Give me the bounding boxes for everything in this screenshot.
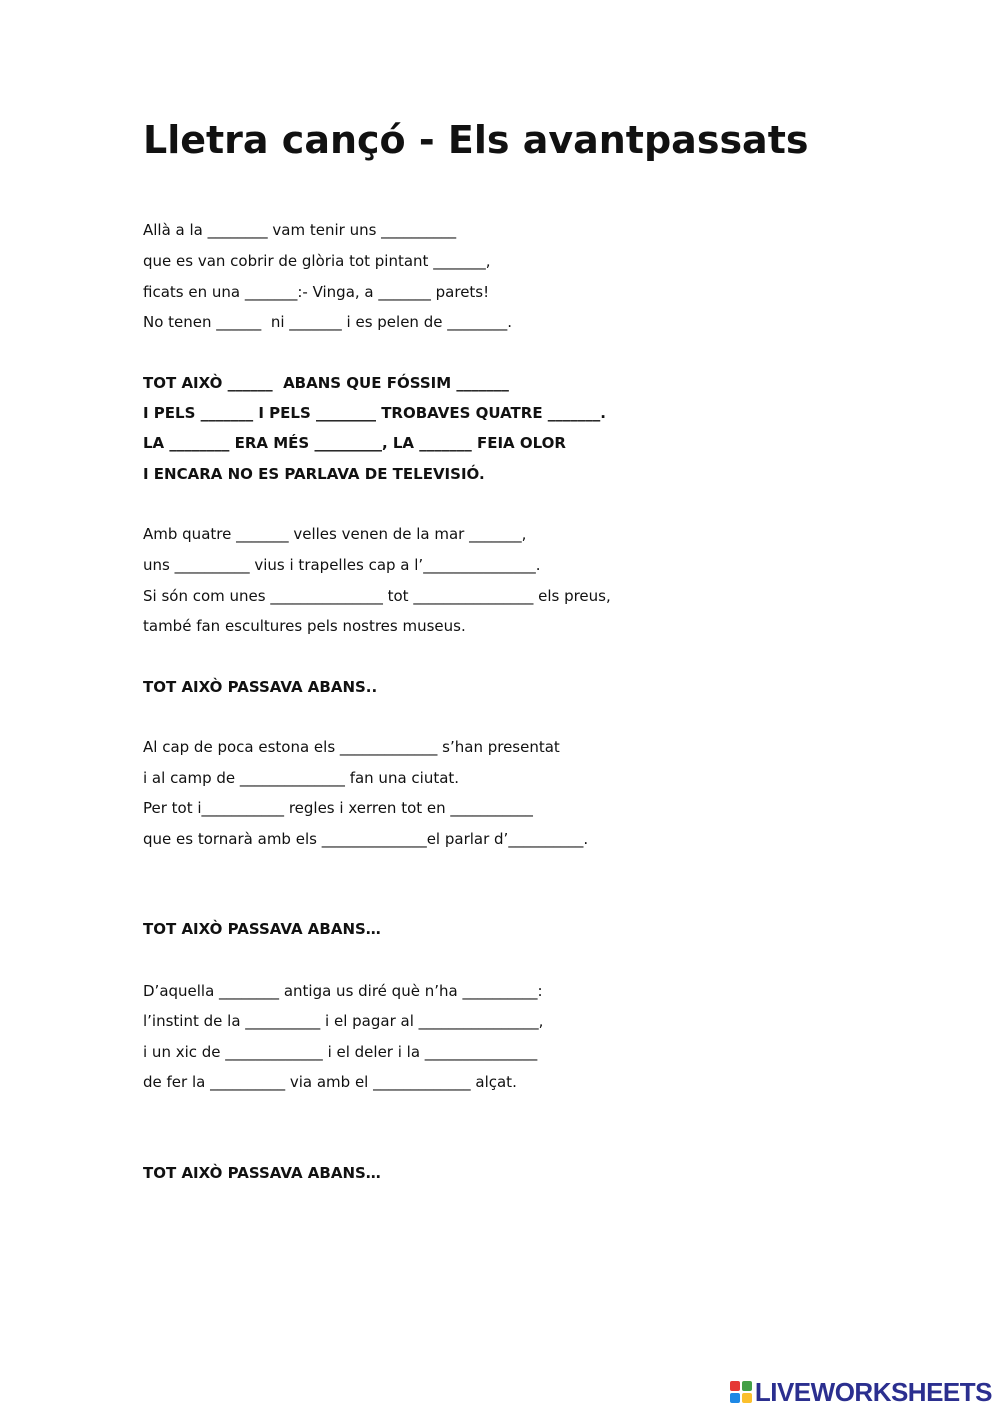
chorus-line: LA ________ ERA MÉS _________, LA _______ FEIA OLOR [143,434,566,452]
chorus-line: I ENCARA NO ES PARLAVA DE TELEVISIÓ. [143,465,485,483]
lyric-line: Si són com unes _______________ tot ________________ els preus, [143,587,611,605]
lyric-line: que es van cobrir de glòria tot pintant _______, [143,252,491,270]
lyric-line: que es tornarà amb els ______________el parlar d’__________. [143,830,589,848]
chorus-line: I PELS _______ I PELS ________ TROBAVES QUATRE _______. [143,404,607,422]
lyric-line: també fan escultures pels nostres museus. [143,617,466,635]
chorus-line: TOT AIXÒ PASSAVA ABANS… [143,1164,381,1182]
lyric-line: Amb quatre _______ velles venen de la mar _______, [143,525,527,543]
lyric-line: No tenen ______ ni _______ i es pelen de ________. [143,313,512,331]
chorus-line: TOT AIXÒ PASSAVA ABANS… [143,920,381,938]
chorus-line: TOT AIXÒ PASSAVA ABANS.. [143,678,378,696]
lyric-line: de fer la __________ via amb el _____________ alçat. [143,1073,517,1091]
lyric-line: i al camp de ______________ fan una ciutat. [143,769,460,787]
lyric-line: l’instint de la __________ i el pagar al ________________, [143,1012,544,1030]
lyric-line: Al cap de poca estona els _____________ s’han presentat [143,738,560,756]
lyric-line: Allà a la ________ vam tenir uns __________ [143,221,457,239]
lyric-line: D’aquella ________ antiga us diré què n’ha __________: [143,982,543,1000]
logo-text: LIVEWORKSHEETS [754,1376,992,1407]
page-title: Lletra cançó - Els avantpassats [143,118,809,162]
liveworksheets-logo-icon [730,1381,752,1403]
lyric-line: i un xic de _____________ i el deler i la _______________ [143,1043,538,1061]
chorus-line: TOT AIXÒ ______ ABANS QUE FÓSSIM _______ [143,374,509,392]
lyric-line: Per tot i___________ regles i xerren tot en ___________ [143,799,533,817]
lyric-line: uns __________ vius i trapelles cap a l’_______________. [143,556,541,574]
liveworksheets-logo [730,1377,992,1407]
lyric-line: ficats en una _______:- Vinga, a _______ parets! [143,283,490,301]
